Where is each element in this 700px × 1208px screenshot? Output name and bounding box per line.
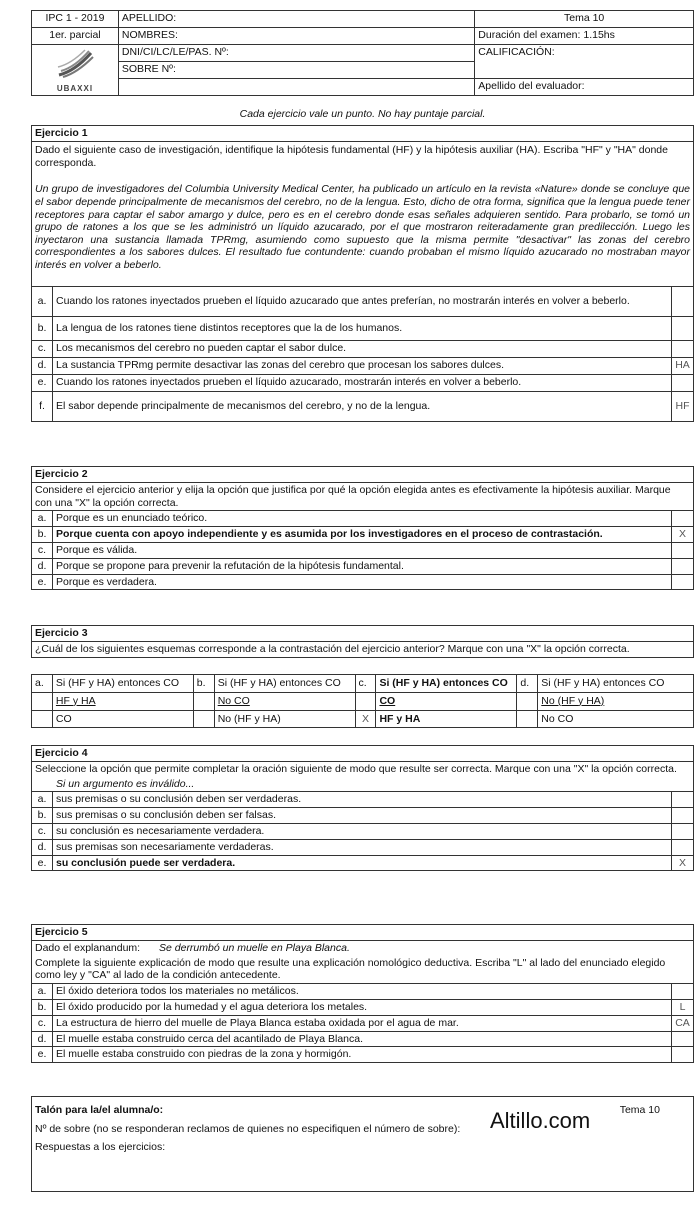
answer-box[interactable] (193, 710, 214, 728)
option-letter: a. (32, 511, 53, 527)
stub-sobre-field[interactable]: Nº de sobre (no se responderan reclamos de quienes no especifiquen el número de sobre): (35, 1123, 461, 1135)
option-text: sus premisas son necesariamente verdaderas. (52, 839, 671, 855)
scheme-line: Si (HF y HA) entonces CO (52, 675, 193, 693)
answer-box[interactable] (671, 1047, 693, 1063)
exercise-5 (31, 924, 694, 1063)
logo-text: UBAXXI (56, 83, 94, 93)
exercise-title: Ejercicio 4 (32, 746, 694, 762)
option-text: El sabor depende principalmente de mecanismos del cerebro, y no de la lengua. (52, 391, 671, 421)
option-text: Cuando los ratones inyectados prueben el líquido azucarado que antes preferían, no mostrarán interés en volver a beberlo. (52, 286, 671, 316)
logo-cell (32, 45, 119, 96)
option-letter: a. (32, 792, 53, 808)
option-text: Porque cuenta con apoyo independiente y es asumida por los investigadores en el proceso de contrastación. (52, 527, 671, 543)
scheme-line: No (HF y HA) (538, 692, 694, 710)
explanandum-label: Dado el explanandum: (35, 941, 141, 954)
answer-box[interactable] (672, 808, 694, 824)
stub-tema: Tema 10 (619, 1104, 660, 1116)
answer-box[interactable] (672, 511, 694, 527)
answer-box[interactable]: L (671, 999, 693, 1015)
scheme-letter: d. (517, 675, 538, 693)
dni-field[interactable]: DNI/CI/LC/LE/PAS. Nº: (118, 45, 474, 62)
option-text: Porque se propone para prevenir la refutación de la hipótesis fundamental. (52, 558, 671, 574)
option-letter: f. (32, 391, 53, 421)
empty-cell (118, 79, 474, 96)
scheme-blank (193, 692, 214, 710)
option-letter: c. (32, 1015, 53, 1031)
answer-box[interactable] (672, 574, 694, 590)
calificacion-cell: CALIFICACIÓN: (475, 45, 694, 79)
option-text: Porque es un enunciado teórico. (52, 511, 671, 527)
duracion-cell: Duración del examen: 1.15hs (475, 28, 694, 45)
option-letter: b. (32, 808, 53, 824)
scheme-letter: a. (32, 675, 53, 693)
tema-cell: Tema 10 (475, 11, 694, 28)
option-letter: b. (32, 999, 53, 1015)
option-text: El óxido deteriora todos los materiales no metálicos. (52, 984, 671, 1000)
evaluador-cell: Apellido del evaluador: (475, 79, 694, 96)
exercise-title: Ejercicio 5 (32, 925, 694, 941)
nombres-field[interactable]: NOMBRES: (118, 28, 474, 45)
student-stub (31, 1096, 694, 1192)
exercise-prompt: Dado el siguiente caso de investigación, identifique la hipótesis fundamental (HF) y la hipótesis auxiliar (HA). Escriba "HF" y "HA" donde corresponda. (32, 141, 694, 183)
sobre-field[interactable]: SOBRE Nº: (118, 62, 474, 79)
scheme-blank (355, 692, 376, 710)
option-letter: c. (32, 340, 53, 357)
exam-cell: 1er. parcial (32, 28, 119, 45)
answer-box[interactable]: CA (671, 1015, 693, 1031)
answer-box[interactable] (671, 984, 693, 1000)
option-text: Cuando los ratones inyectados prueben el líquido azucarado, mostrarán interés en volver a beberlo. (52, 374, 671, 391)
option-text: Los mecanismos del cerebro no pueden captar el sabor dulce. (52, 340, 671, 357)
option-text: La estructura de hierro del muelle de Playa Blanca estaba oxidada por el agua de mar. (52, 1015, 671, 1031)
option-letter: d. (32, 1031, 53, 1047)
answer-box[interactable]: X (355, 710, 376, 728)
answer-box[interactable] (672, 542, 694, 558)
answer-box[interactable] (671, 1031, 693, 1047)
course-cell: IPC 1 - 2019 (32, 11, 119, 28)
exercise-2 (31, 466, 694, 590)
scheme-line: HF y HA (52, 692, 193, 710)
exercise-title: Ejercicio 3 (32, 626, 694, 642)
answer-box[interactable] (672, 558, 694, 574)
scheme-letter: b. (193, 675, 214, 693)
scheme-line: Si (HF y HA) entonces CO (538, 675, 694, 693)
exercise-prompt: Considere el ejercicio anterior y elija la opción que justifica por qué la opción elegida antes es efectivamente la hipótesis auxiliar. Marque con una "X" la opción correcta. (32, 482, 694, 511)
option-letter: e. (32, 855, 53, 871)
scheme-line: CO (376, 692, 517, 710)
exercise-stem: Si un argumento es inválido... (32, 777, 694, 792)
watermark-text: Altillo.com (490, 1108, 591, 1133)
case-text: Un grupo de investigadores del Columbia University Medical Center, ha publicado un artículo en la revista «Nature» donde se concluye que el sabor depende principalmente de mecanismos del cerebro, no de la lengua. Esto, dicho de otra forma, significa que la lengua puede tener receptores para captar el sabor amargo y dulce, pero es en el cerebro donde esas señales adquieren sentido. Para probarlo, se tomó un grupo de ratones a los que se les administró un líquido azucarado, por el que mostraron reiteradamente gran predilección. Luego les inyectaron una sustancia llamada TPRmg, asumiendo como supuesto que la misma permite "desactivar" las zonas del cerebro correspondientes a los sabores dulces. El resultado fue contundente: cuando probaban el mismo líquido azucarado no mostraban mayor interés en volver a beberlo. (32, 183, 694, 286)
answer-box[interactable]: X (672, 855, 694, 871)
option-text: El muelle estaba construido con piedras de la zona y hormigón. (52, 1047, 671, 1063)
answer-box[interactable]: X (672, 527, 694, 543)
scoring-note: Cada ejercicio vale un punto. No hay puntaje parcial. (239, 108, 486, 120)
option-text: El muelle estaba construido cerca del acantilado de Playa Blanca. (52, 1031, 671, 1047)
answer-box[interactable] (672, 792, 694, 808)
scheme-line: No CO (538, 710, 694, 728)
exercise-1 (31, 125, 694, 422)
option-letter: e. (32, 1047, 53, 1063)
option-letter: d. (32, 839, 53, 855)
option-letter: a. (32, 984, 53, 1000)
exercise-4 (31, 745, 694, 871)
option-text: sus premisas o su conclusión deben ser falsas. (52, 808, 671, 824)
option-text: su conclusión es necesariamente verdadera. (52, 823, 671, 839)
exercise-prompt: Seleccione la opción que permite completar la oración siguiente de modo que resulte ser correcta. Marque con una "X" la opción correcta. (32, 761, 694, 776)
exercise-prompt: Complete la siguiente explicación de modo que resulte una explicación nomológico deductiva. Escriba "L" al lado del enunciado elegido como ley y "CA" al lado de la condición antecedente. (32, 956, 694, 984)
answer-box[interactable] (671, 340, 693, 357)
ubaxxi-logo-icon (55, 49, 95, 79)
scheme-line: CO (52, 710, 193, 728)
option-letter: b. (32, 527, 53, 543)
option-text: Porque es válida. (52, 542, 671, 558)
option-letter: e. (32, 574, 53, 590)
scheme-letter: c. (355, 675, 376, 693)
stub-title: Talón para la/el alumna/o: (35, 1104, 164, 1116)
scheme-line: HF y HA (376, 710, 517, 728)
answer-box[interactable] (517, 710, 538, 728)
answer-box[interactable] (671, 374, 693, 391)
scheme-line: No CO (214, 692, 355, 710)
answer-box[interactable] (671, 316, 693, 340)
answer-box[interactable] (672, 839, 694, 855)
option-letter: c. (32, 823, 53, 839)
exam-header (31, 10, 694, 96)
answer-box[interactable] (672, 823, 694, 839)
exercise-3-schemes (31, 674, 694, 728)
scheme-line: Si (HF y HA) entonces CO (376, 675, 517, 693)
stub-answers-field[interactable]: Respuestas a los ejercicios: (35, 1141, 166, 1153)
option-text: El óxido producido por la humedad y el agua deteriora los metales. (52, 999, 671, 1015)
answer-box[interactable]: HA (671, 357, 693, 374)
answer-box[interactable] (671, 286, 693, 316)
option-letter: c. (32, 542, 53, 558)
exercise-prompt: ¿Cuál de los siguientes esquemas corresponde a la contrastación del ejercicio anterior? Marque con una "X" la opción correcta. (32, 641, 694, 657)
option-letter: e. (32, 374, 53, 391)
explanandum-text: Se derrumbó un muelle en Playa Blanca. (159, 941, 350, 954)
option-text: su conclusión puede ser verdadera. (52, 855, 671, 871)
exercise-title: Ejercicio 1 (32, 126, 694, 142)
option-letter: b. (32, 316, 53, 340)
answer-box[interactable]: HF (671, 391, 693, 421)
scheme-blank (32, 692, 53, 710)
option-letter: a. (32, 286, 53, 316)
exercise-3-header (31, 625, 694, 658)
option-text: Porque es verdadera. (52, 574, 671, 590)
answer-box[interactable] (32, 710, 53, 728)
exercise-title: Ejercicio 2 (32, 467, 694, 483)
apellido-field[interactable]: APELLIDO: (118, 11, 474, 28)
scheme-line: No (HF y HA) (214, 710, 355, 728)
option-letter: d. (32, 558, 53, 574)
scheme-line: Si (HF y HA) entonces CO (214, 675, 355, 693)
option-letter: d. (32, 357, 53, 374)
option-text: sus premisas o su conclusión deben ser verdaderas. (52, 792, 671, 808)
scheme-blank (517, 692, 538, 710)
option-text: La lengua de los ratones tiene distintos receptores que la de los humanos. (52, 316, 671, 340)
option-text: La sustancia TPRmg permite desactivar las zonas del cerebro que procesan los sabores dulces. (52, 357, 671, 374)
